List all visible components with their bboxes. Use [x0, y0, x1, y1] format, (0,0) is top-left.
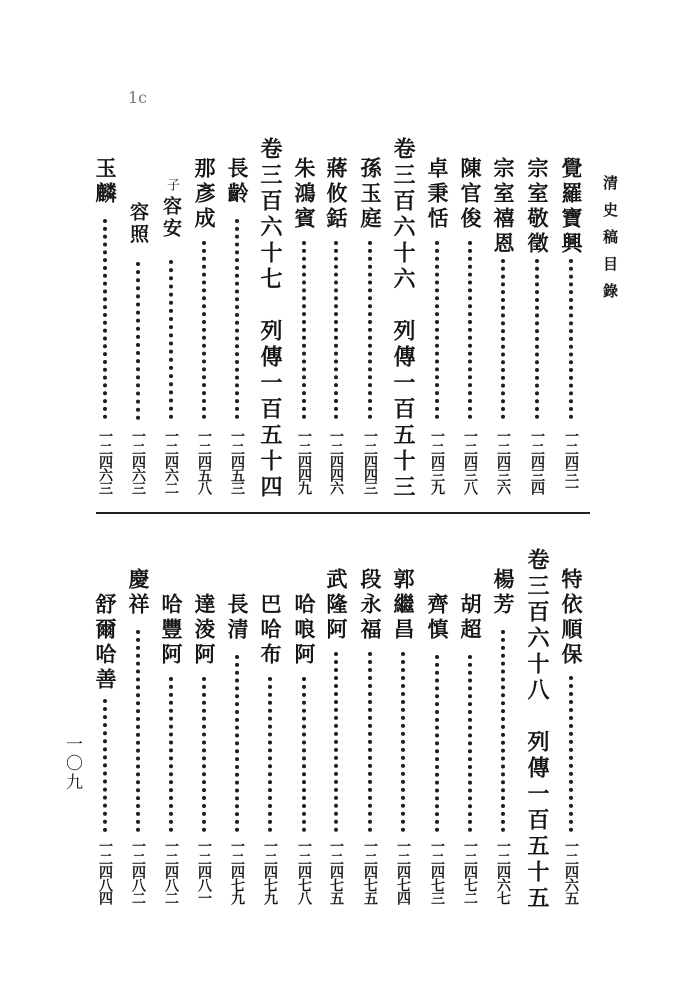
- entry-name: 那彥成: [192, 157, 217, 232]
- dot-leader: [136, 262, 140, 420]
- entry-page: 一二四八四: [97, 839, 113, 904]
- dot-leader: [169, 260, 173, 419]
- entry-page: 一二四五八: [196, 429, 212, 494]
- toc-entry: [323, 157, 349, 494]
- toc-entry: [524, 157, 550, 494]
- dot-leader: [202, 677, 206, 832]
- entry-name: 覺羅寶興: [559, 157, 584, 257]
- toc-entry: [457, 593, 483, 904]
- entry-page: 一二四八二: [163, 839, 179, 904]
- running-head: 清史稿目錄: [601, 175, 619, 310]
- toc-entry: [558, 568, 584, 904]
- toc-entry: [158, 178, 184, 494]
- entry-page: 一二四六三: [130, 429, 146, 494]
- toc-entry: [224, 593, 250, 904]
- entry-page: 一二四三四: [529, 429, 545, 494]
- entry-page: 一二四七四: [395, 839, 411, 904]
- entry-name: 孫玉庭: [358, 157, 383, 232]
- entry-name: 卓秉恬: [425, 157, 450, 232]
- entry-page: 一二四三九: [429, 429, 445, 494]
- toc-entry: [125, 568, 151, 904]
- toc-entry: [457, 157, 483, 494]
- entry-page: 一二四七三: [429, 839, 445, 904]
- toc-entry: [224, 157, 250, 494]
- entry-page: 一二四七九: [229, 839, 245, 904]
- entry-page: 一二四三六: [495, 429, 511, 494]
- entry-page: 一二四六二: [163, 429, 179, 494]
- entry-page: 一二四七二: [462, 839, 478, 904]
- entry-page: 一二四七五: [328, 839, 344, 904]
- dot-leader: [103, 219, 107, 419]
- dot-leader: [202, 241, 206, 419]
- entry-name: 慶祥: [126, 568, 151, 618]
- entry-page: 一二四三一: [563, 429, 579, 494]
- toc-entry: [191, 157, 217, 494]
- dot-leader: [535, 259, 539, 419]
- dot-leader: [501, 259, 505, 419]
- entry-name: 齊慎: [425, 593, 450, 643]
- entry-page: 一二四四三: [362, 429, 378, 494]
- dot-leader: [136, 630, 140, 832]
- entry-name: 陳官俊: [458, 157, 483, 232]
- dot-leader: [569, 259, 573, 419]
- toc-entry: [92, 593, 118, 904]
- entry-page: 一二四六五: [563, 839, 579, 904]
- chapter-heading: 卷三百六十七 列傳一百五十四: [257, 137, 283, 501]
- dot-leader: [368, 241, 372, 419]
- dot-leader: [334, 241, 338, 419]
- dot-leader: [401, 652, 405, 832]
- entry-name: 宗室禧恩: [491, 157, 516, 257]
- toc-entry: [490, 157, 516, 494]
- entry-name: 玉麟: [93, 157, 118, 207]
- entry-name: 郭繼昌: [391, 568, 416, 643]
- entry-page: 一二四三八: [462, 429, 478, 494]
- dot-leader: [435, 241, 439, 419]
- dot-leader: [468, 655, 472, 832]
- entry-page: 一二四四九: [296, 429, 312, 494]
- toc-entry: [424, 593, 450, 904]
- entry-page: 一二四六三: [97, 429, 113, 494]
- dot-leader: [302, 677, 306, 832]
- entry-name: 哈哴阿: [292, 593, 317, 668]
- entry-name: 武隆阿: [324, 568, 349, 643]
- dot-leader: [235, 655, 239, 832]
- entry-name: 哈豐阿: [159, 593, 184, 668]
- dot-leader: [268, 677, 272, 832]
- entry-name: 胡超: [458, 593, 483, 643]
- toc-entry: [490, 568, 516, 904]
- entry-name: 特依順保: [559, 568, 584, 668]
- chapter-heading: 卷三百六十八 列傳一百五十五: [524, 548, 550, 912]
- entry-name: 蔣攸銛: [324, 157, 349, 232]
- entry-page: 一二四七五: [362, 839, 378, 904]
- entry-name: 宗室敬徵: [525, 157, 550, 257]
- entry-name: [158, 178, 184, 240]
- entry-page: 一二四八二: [130, 839, 146, 904]
- toc-entry: [291, 157, 317, 494]
- dot-leader: [302, 241, 306, 419]
- dot-leader: [103, 699, 107, 832]
- entry-page: 一二四七九: [262, 839, 278, 904]
- toc-entry: [191, 593, 217, 904]
- entry-name: 達淩阿: [192, 593, 217, 668]
- toc-entry: [424, 157, 450, 494]
- entry-name: 長齡: [225, 157, 250, 207]
- toc-entry: [92, 157, 118, 494]
- entry-name: 舒爾哈善: [93, 593, 118, 693]
- toc-entry: [357, 568, 383, 904]
- toc-entry: [257, 593, 283, 904]
- folio-page-number: 一〇九: [62, 735, 82, 792]
- dot-leader: [468, 241, 472, 419]
- dot-leader: [169, 677, 173, 832]
- chapter-heading: 卷三百六十六 列傳一百五十三: [390, 137, 416, 501]
- entry-page: 一二四五三: [229, 429, 245, 494]
- entry-page: 一二四四六: [328, 429, 344, 494]
- dot-leader: [435, 655, 439, 832]
- toc-entry: [323, 568, 349, 904]
- entry-page: 一二四七八: [296, 839, 312, 904]
- entry-name: 段永福: [358, 568, 383, 643]
- dot-leader: [334, 652, 338, 832]
- entry-name: 容照: [127, 202, 149, 246]
- section-divider: [96, 512, 590, 514]
- toc-entry: [357, 157, 383, 494]
- dot-leader: [569, 676, 573, 832]
- entry-name: 朱鴻賓: [292, 157, 317, 232]
- stray-mark: 1c: [128, 88, 148, 107]
- dot-leader: [501, 630, 505, 832]
- entry-page: 一二四六七: [495, 839, 511, 904]
- dot-leader: [368, 652, 372, 832]
- entry-name: 巴哈布: [258, 593, 283, 668]
- dot-leader: [235, 219, 239, 419]
- toc-entry: [125, 202, 151, 494]
- entry-page: 一二四八一: [196, 839, 212, 904]
- entry-name-text: 容安: [160, 196, 182, 240]
- toc-entry: [291, 593, 317, 904]
- entry-name: 長清: [225, 593, 250, 643]
- toc-entry: [158, 593, 184, 904]
- relation-marker: 子: [164, 178, 179, 192]
- toc-entry: [558, 157, 584, 494]
- toc-entry: [390, 568, 416, 904]
- entry-name: 楊芳: [491, 568, 516, 618]
